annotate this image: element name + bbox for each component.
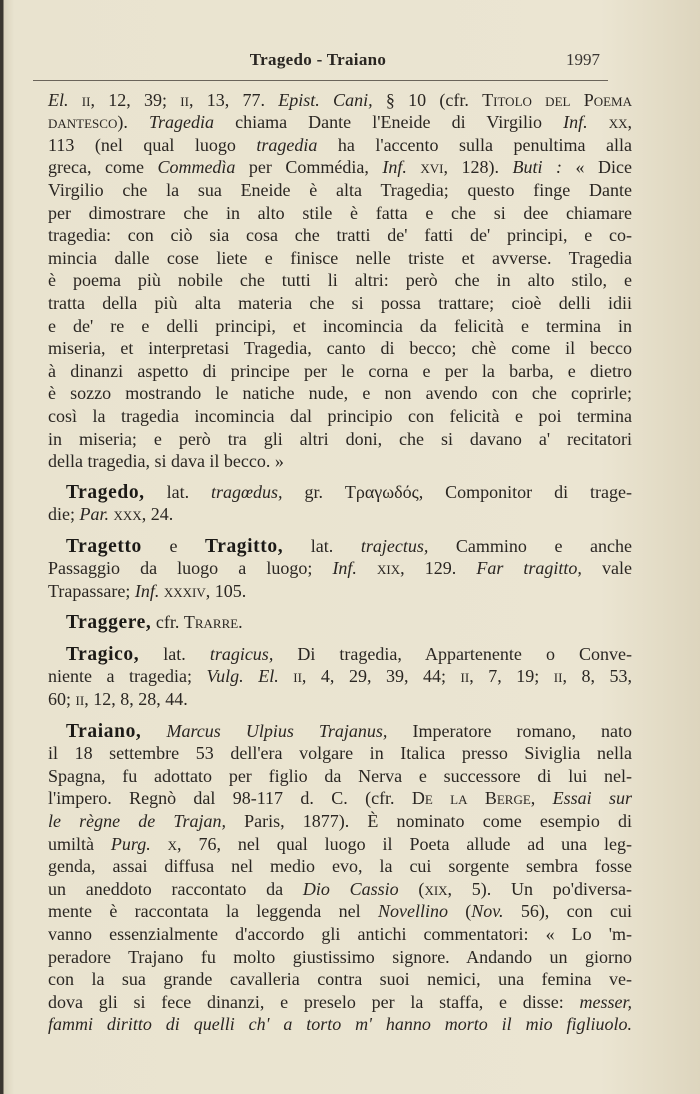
text-line <box>48 946 632 969</box>
text <box>141 721 166 741</box>
text-line <box>48 503 632 526</box>
text: , 24. <box>141 504 174 525</box>
text-line <box>48 991 632 1014</box>
text: è poema più nobile che tutti li altri: però che in alto stilo, e <box>48 270 632 291</box>
text: con la sua grande cavalleria contra suoi nemici, una femina ve- <box>48 969 632 990</box>
text-line <box>48 428 632 451</box>
text <box>69 90 82 110</box>
italic-text: tragœdus, <box>211 481 283 502</box>
header-rule <box>33 80 608 81</box>
text-line <box>48 405 632 428</box>
headword: Traggere, <box>66 611 152 633</box>
text: per dimostrare che in alto stile è fatta e che si dee chiamare <box>48 202 632 223</box>
text-line <box>48 720 632 743</box>
italic-text: Buti : <box>512 157 563 178</box>
text: della tragedia, si dava il becco. » <box>48 451 284 472</box>
text: , 7, 19; <box>469 666 554 687</box>
text: , 76, nel qual luogo il Poeta allude ad una leg- <box>177 833 633 854</box>
text-line <box>48 337 632 360</box>
italic-text: Tragedia <box>148 112 214 133</box>
text: , 105. <box>205 580 247 601</box>
small-caps-text: dantesco <box>48 112 118 133</box>
text-line <box>48 247 632 270</box>
italic-text: Dio Cassio <box>302 878 399 899</box>
small-caps-text: ii <box>81 89 91 110</box>
italic-text: Far tragitto, <box>476 558 582 579</box>
text: lat. <box>144 481 211 502</box>
text: lat. <box>283 535 361 556</box>
text: , 8, 53, <box>562 666 633 687</box>
text: e de' re e delli principi, et incomincia da felicità e termina in <box>48 315 632 336</box>
text: die; <box>48 504 80 525</box>
text: in miseria; e però tra gli altri doni, che si davano a' recitatori <box>48 428 632 449</box>
text: , 5). Un po'diversa- <box>447 878 632 899</box>
small-caps-text: xxxiv <box>163 580 206 601</box>
text: à dinanzi aspetto di principe per le corna e per la barba, e dietro <box>48 360 632 381</box>
text: tratta della più alta materia che si possa trattare; cioè delli idii <box>48 292 632 313</box>
italic-text: Vulg. El. <box>206 666 279 687</box>
text: vale <box>581 558 633 579</box>
text: Spagna, fu adottato per figlio da Nerva e successore di lui nel- <box>48 765 632 786</box>
italic-text: tragedia <box>256 134 318 155</box>
text: chiama Dante l'Eneide di Virgilio <box>213 112 564 133</box>
italic-text: Epist. Cani, <box>278 89 373 110</box>
text-line <box>48 878 632 901</box>
text: vanno essenzialmente d'accordo gli antichi commentatori: « Lo 'm- <box>48 923 632 944</box>
small-caps-text: De la Berge, <box>411 788 536 809</box>
small-caps-text: xxx <box>113 504 142 525</box>
text-line <box>48 224 632 247</box>
text: Imperatore romano, nato <box>387 720 633 741</box>
text <box>151 834 168 854</box>
text-line <box>48 810 632 833</box>
italic-text: Inf. <box>332 558 357 579</box>
italic-text: trajectus, <box>360 535 429 556</box>
text: un aneddoto raccontato da <box>48 878 303 899</box>
header-title: Tragedo - Traiano <box>249 50 387 69</box>
text-line <box>48 156 632 179</box>
text: ). <box>117 112 149 133</box>
text-line <box>48 360 632 383</box>
text: , 12, 39; <box>90 89 181 110</box>
text: per Commédia, <box>235 157 383 178</box>
italic-text: El. <box>48 89 69 110</box>
text-line <box>48 833 632 856</box>
text-line <box>48 134 632 157</box>
text: Passaggio da luogo a luogo; <box>48 558 333 579</box>
italic-text: Essai sur <box>552 788 633 809</box>
italic-text: le règne de Trajan, <box>48 810 226 831</box>
text-line <box>48 688 632 711</box>
text-line <box>48 765 632 788</box>
text: ( <box>447 901 472 922</box>
text: Di tragedia, Appartenente o Conve- <box>273 643 632 664</box>
text-line <box>48 742 632 765</box>
text-line <box>48 923 632 946</box>
text: e <box>141 535 206 556</box>
text: Trapassare; <box>48 580 135 601</box>
text: cfr. <box>151 611 184 632</box>
text: tragedia: con ciò sia cosa che tratti de' fatti de' principi, e co- <box>48 225 632 246</box>
text: , <box>627 112 632 133</box>
text: mente è raccontata la leggenda nel <box>48 901 378 922</box>
text: 60; <box>48 688 76 709</box>
small-caps-text: ii <box>180 89 189 110</box>
text: gr. Τραγωδός, Componitor di trage- <box>282 481 632 502</box>
text-line <box>48 292 632 315</box>
text: mincia dalle cose liete e finisce nelle triste et avverse. Tragedia <box>48 247 632 268</box>
text: miseria, et interpretasi Tragedia, canto di becco; chè come il becco <box>48 338 632 359</box>
text: Paris, 1877). È nominato come esempio di <box>225 810 632 831</box>
text-line <box>48 202 632 225</box>
text: , 13, 77. <box>188 89 279 110</box>
text-line <box>48 315 632 338</box>
italic-text: Novellino <box>377 901 448 922</box>
text-line <box>48 665 632 688</box>
text: niente a tragedia; <box>48 666 207 687</box>
text: , 129. <box>400 558 477 579</box>
text-line <box>48 382 632 405</box>
text: è sozzo mostrando le natiche nude, e non avendo con che coprirle; <box>48 383 632 404</box>
small-caps-text: ii <box>460 666 470 687</box>
italic-text: Marcus Ulpius Trajanus, <box>166 720 388 741</box>
text: § 10 (cfr. <box>372 89 483 110</box>
text <box>357 558 377 578</box>
small-caps-text: xix <box>377 558 401 579</box>
text: , 12, 8, 28, 44. <box>84 688 188 709</box>
text-line <box>48 900 632 923</box>
text-line <box>48 535 632 558</box>
headword: Traiano, <box>66 720 142 742</box>
text: ha l'accento sulla penultima alla <box>317 134 632 155</box>
text: 56), con cui <box>503 901 632 922</box>
text: dova gli si fece dinanzi, e preselo per la staffa, e disse: <box>48 991 580 1012</box>
text-line <box>48 179 632 202</box>
text-line <box>48 450 632 473</box>
text <box>407 157 421 177</box>
text: l'impero. Regnò dal 98-117 d. C. (cfr. <box>48 788 412 809</box>
small-caps-text: ii <box>75 688 85 709</box>
small-caps-text: Titolo del Poema <box>482 89 633 110</box>
italic-text: Purg. <box>110 833 151 854</box>
text: il 18 settembre 53 dell'era volgare in Italica presso Siviglia nella <box>48 743 632 764</box>
text-line <box>48 481 632 504</box>
italic-text: tragicus, <box>209 643 274 664</box>
text-line <box>48 580 632 603</box>
text-line <box>48 611 632 634</box>
text: lat. <box>139 643 210 664</box>
italic-text: fammi diritto di quelli ch' a torto m' hanno morto il mio figliuolo. <box>48 1014 632 1035</box>
text: ( <box>398 878 425 899</box>
small-caps-text: xix <box>424 878 448 899</box>
text <box>588 112 609 132</box>
text: peradore Trajano fu molto giustissimo signore. Andando un giorno <box>48 946 632 967</box>
text: Cammino e anche <box>428 535 632 556</box>
text: così la tragedia incomincia dal principio con felicità e poi termina <box>48 405 632 426</box>
small-caps-text: Trarre. <box>183 611 243 632</box>
italic-text: Inf. <box>134 580 160 601</box>
small-caps-text: xx <box>608 112 628 133</box>
text: , 128). <box>443 157 513 178</box>
text: 113 (nel qual luogo <box>48 134 257 155</box>
headword: Tragedo, <box>66 481 145 503</box>
small-caps-text: xvi <box>420 157 444 178</box>
text-line <box>48 111 632 134</box>
text: greca, come <box>48 157 158 178</box>
text: umiltà <box>48 833 111 854</box>
text: , 4, 29, 39, 44; <box>301 666 461 687</box>
text-line <box>48 643 632 666</box>
text-line <box>48 557 632 580</box>
italic-text: messer, <box>579 991 632 1012</box>
text-line <box>48 855 632 878</box>
page-number: 1997 <box>566 50 600 69</box>
italic-text: Inf. <box>563 112 588 133</box>
text-line <box>48 1013 632 1036</box>
italic-text: Inf. <box>382 157 407 178</box>
text: genda, assai diffusa nel medio evo, la cui sorgente sembra fosse <box>48 856 632 877</box>
headword: Tragico, <box>66 643 140 665</box>
headword: Tragitto, <box>205 535 284 557</box>
italic-text: Nov. <box>471 901 504 922</box>
text-line <box>48 89 632 112</box>
text <box>279 666 294 686</box>
text: Virgilio che la sua Eneide è alta Tragedia; questo finge Dante <box>48 179 632 200</box>
small-caps-text: ii <box>293 666 302 687</box>
headword: Tragetto <box>66 535 142 557</box>
text-line <box>48 269 632 292</box>
italic-text: Par. <box>79 504 110 525</box>
small-caps-text: ii <box>553 666 563 687</box>
italic-text: Commedìa <box>157 157 236 178</box>
text-line <box>48 787 632 810</box>
small-caps-text: x <box>167 833 178 854</box>
text <box>535 788 552 808</box>
text: « Dice <box>562 157 632 178</box>
text-line <box>48 968 632 991</box>
